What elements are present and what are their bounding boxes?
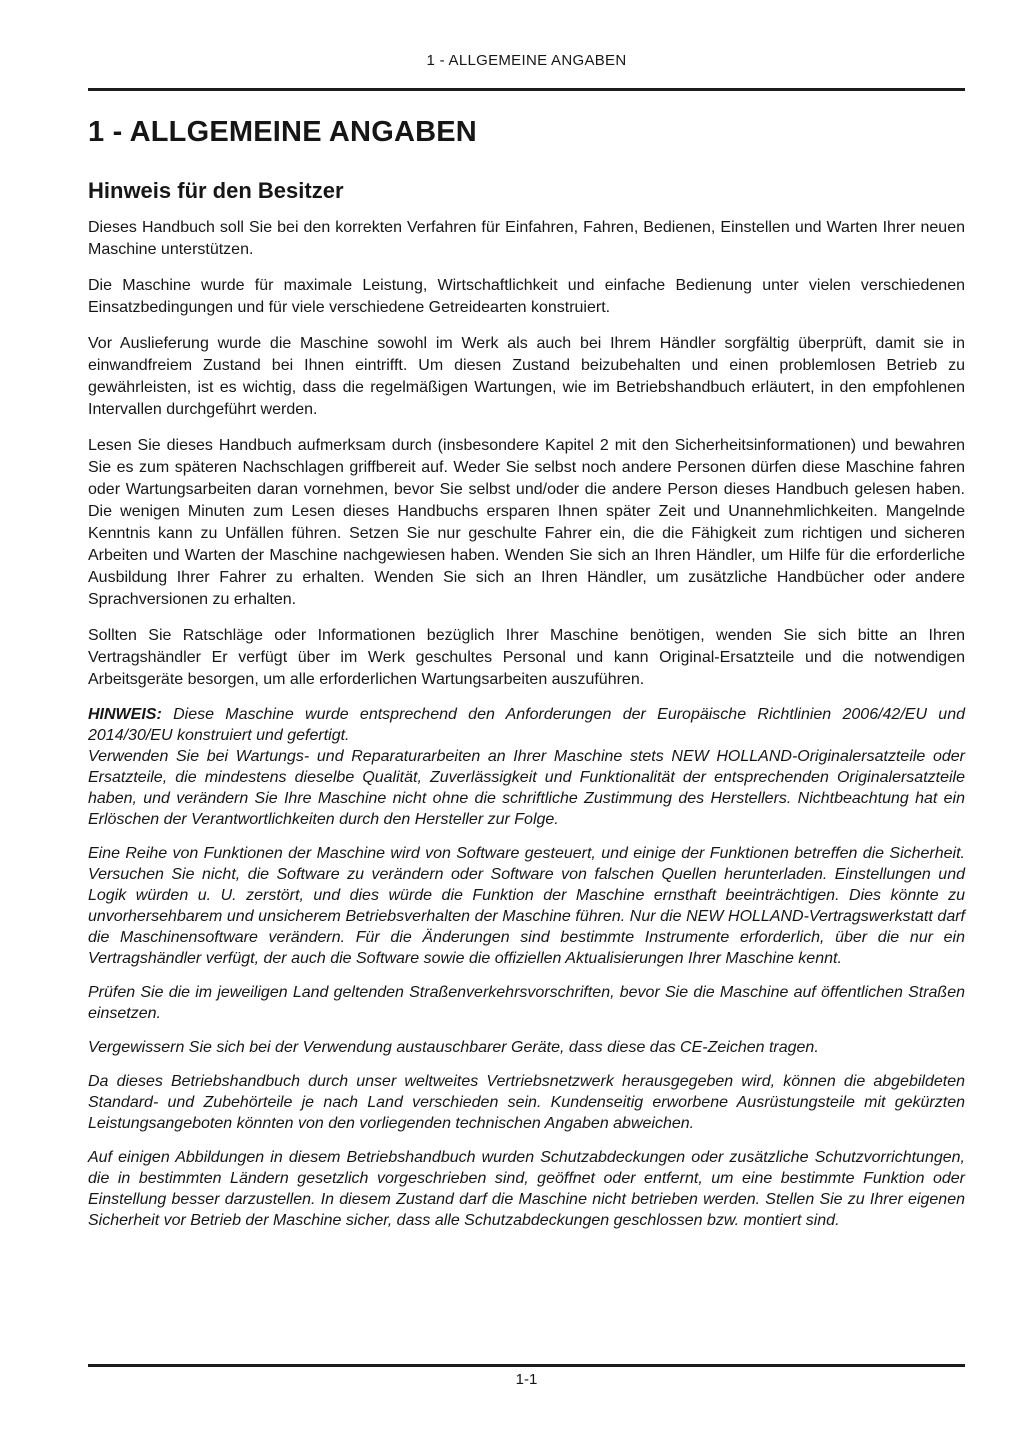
paragraph-traffic-regulations: Prüfen Sie die im jeweiligen Land geltenden Straßenverkehrsvorschriften, bevor Sie die Maschine auf öffentlichen Straßen einsetzen. <box>88 984 965 1022</box>
footer-rule <box>88 1364 965 1367</box>
note-text: Diese Maschine wurde entsprechend den Anforderungen der Europäische Richtlinien 2006/42/EU und 2014/30/EU konstruiert und gefertigt. <box>88 706 965 744</box>
paragraph-manual-purpose: Dieses Handbuch soll Sie bei den korrekten Verfahren für Einfahren, Fahren, Bedienen, Einstellen und Warten Ihrer neuen Maschine unterstützen. <box>88 219 965 258</box>
note-text-continued: Verwenden Sie bei Wartungs- und Reparaturarbeiten an Ihrer Maschine stets NEW HOLLAND-Originalersatzteile oder Ersatzteile, die mindestens dieselbe Qualität, Zuverlässigkeit und Funktionalität der entsprechenden Originalersatzteile haben, und verändern Sie Ihre Maschine nicht ohne die schriftliche Zustimmung des Herstellers. Nichtbeachtung hat ein Erlöschen der Verantwortlichkeiten durch den Hersteller zur Folge. <box>88 748 965 828</box>
page-footer <box>88 1364 965 1388</box>
paragraph-pre-delivery-inspection: Vor Auslieferung wurde die Maschine sowohl im Werk als auch bei Ihrem Händler sorgfältig überprüft, damit sie in einwandfreiem Zustand bei Ihnen eintrifft. Um diesen Zustand beizubehalten und einen problemlosen Betrieb zu gewährleisten, ist es wichtig, dass die regelmäßigen Wartungen, wie im Betriebshandbuch erläutert, in den empfohlenen Intervallen durchgeführt werden. <box>88 335 965 418</box>
chapter-title: 1 - ALLGEMEINE ANGABEN <box>88 116 477 148</box>
paragraph-guards-removed-warning: Auf einigen Abbildungen in diesem Betriebshandbuch wurden Schutzabdeckungen oder zusätzliche Schutzvorrichtungen, die in bestimmten Ländern gesetzlich vorgeschrieben sind, geöffnet oder entfernt, um eine bestimmte Funktion oder Einstellung besser darzustellen. In diesem Zustand darf die Maschine nicht betrieben werden. Stellen Sie zu Ihrer eigenen Sicherheit vor Betrieb der Maschine sicher, dass alle Schutzabdeckungen geschlossen bzw. montiert sind. <box>88 1149 965 1229</box>
running-header-title: 1 - ALLGEMEINE ANGABEN <box>426 52 627 69</box>
paragraph-ce-marking: Vergewissern Sie sich bei der Verwendung austauschbarer Geräte, dass diese das CE-Zeichen tragen. <box>88 1039 819 1056</box>
paragraph-machine-design: Die Maschine wurde für maximale Leistung, Wirtschaftlichkeit und einfache Bedienung unter vielen verschiedenen Einsatzbedingungen und für viele verschiedene Getreidearten konstruiert. <box>88 277 965 316</box>
header-rule <box>88 88 965 91</box>
section-title: Hinweis für den Besitzer <box>88 178 344 203</box>
paragraph-software-warning: Eine Reihe von Funktionen der Maschine wird von Software gesteuert, und einige der Funktionen betreffen die Sicherheit. Versuchen Sie nicht, die Software zu verändern oder Software von falschen Quellen herunterladen. Einstellungen und Logik würden u. U. zerstört, und dies würde die Funktion der Maschine ernsthaft beeinträchtigen. Dies könnte zu unvorhersehbarem und unsicherem Betriebsverhalten der Maschine führen. Nur die NEW HOLLAND-Vertragswerkstatt darf die Maschinensoftware verändern. Für die Änderungen sind bestimmte Instrumente erforderlich, über die nur ein Vertragshändler verfügt, der auch die Software sowie die offiziellen Aktualisierungen Ihrer Maschine kennt. <box>88 845 965 967</box>
note-paragraph <box>88 704 965 830</box>
note-label: HINWEIS: <box>88 706 162 723</box>
paragraph-dealer-support: Sollten Sie Ratschläge oder Informationen bezüglich Ihrer Maschine benötigen, wenden Sie sich bitte an Ihren Vertragshändler Er verfügt über im Werk geschultes Personal und kann Original-Ersatzteile und die notwendigen Arbeitsgeräte besorgen, um alle erforderlichen Wartungsarbeiten auszuführen. <box>88 627 965 688</box>
paragraph-read-manual: Lesen Sie dieses Handbuch aufmerksam durch (insbesondere Kapitel 2 mit den Sicherheitsinformationen) und bewahren Sie es zum späteren Nachschlagen griffbereit auf. Weder Sie selbst noch andere Personen dürfen diese Maschine fahren oder Wartungsarbeiten daran vornehmen, bevor Sie selbst und/oder die andere Person dieses Handbuch gelesen haben. Die wenigen Minuten zum Lesen dieses Handbuchs ersparen Ihnen später Zeit und Unannehmlichkeiten. Mangelnde Kenntnis kann zu Unfällen führen. Setzen Sie nur geschulte Fahrer ein, die die Fähigkeit zum richtigen und sicheren Arbeiten und Warten der Maschine nachgewiesen haben. Wenden Sie sich an Ihren Händler, um Hilfe für die erforderliche Ausbildung Ihrer Fahrer zu erhalten. Wenden Sie sich an Ihren Händler, um zusätzliche Handbücher oder andere Sprachversionen zu erhalten. <box>88 437 965 608</box>
paragraph-regional-differences: Da dieses Betriebshandbuch durch unser weltweites Vertriebsnetzwerk herausgegeben wird, können die abgebildeten Standard- und Zubehörteile je nach Land verschieden sein. Kundenseitig erworbene Ausrüstungsteile mit gekürzten Leistungsangeboten könnten von den vorliegenden technischen Angaben abweichen. <box>88 1073 965 1132</box>
page-number: 1-1 <box>515 1371 538 1388</box>
